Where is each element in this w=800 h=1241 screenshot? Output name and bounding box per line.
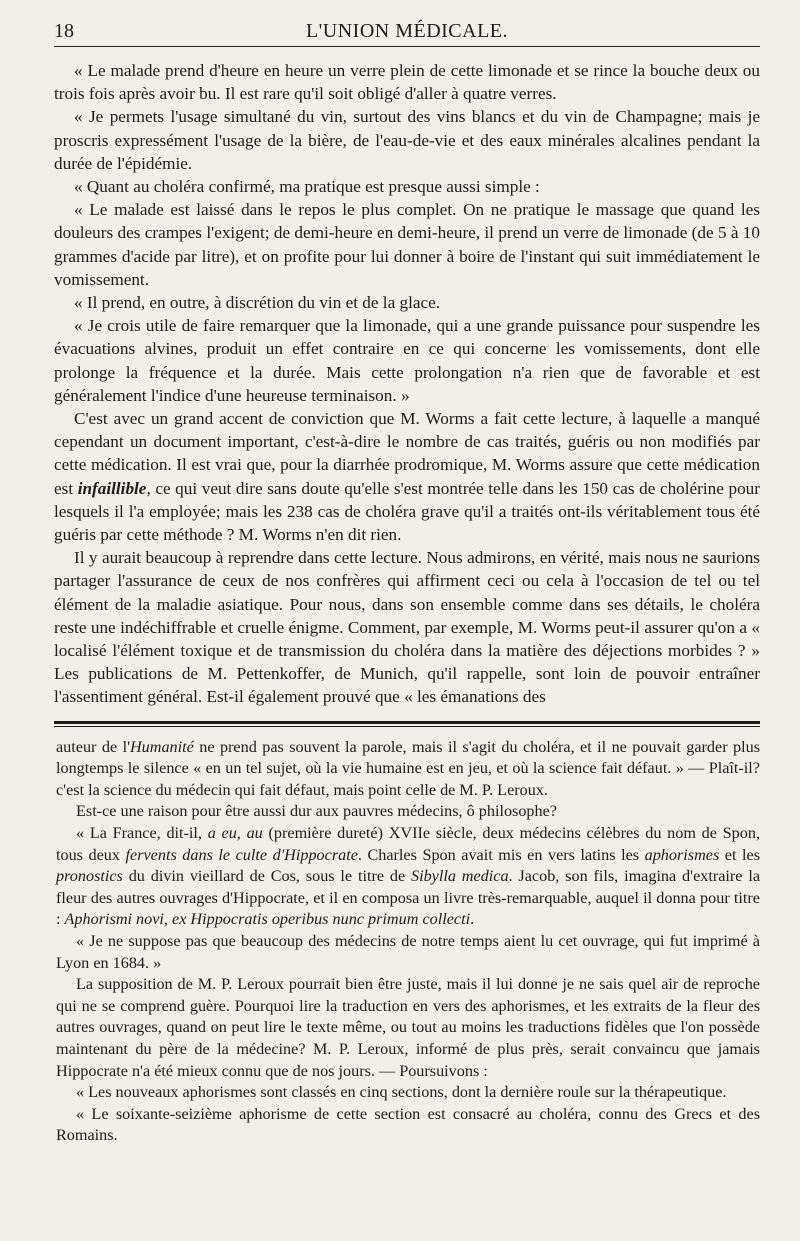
paragraph: « Quant au choléra confirmé, ma pratique est presque aussi simple : [74, 177, 540, 197]
emphasis: Sibylla medica [411, 867, 509, 886]
feuilleton-separator [54, 721, 760, 727]
paragraph: « Le malade prend d'heure en heure un verre plein de cette limonade et se rince la bouche deux ou trois fois après avoir bu. Il est rare qu'il soit obligé d'aller à quatre verres. [54, 61, 760, 104]
emphasis: fervents dans le culte d'Hippocrate [125, 845, 358, 864]
page-number: 18 [54, 20, 74, 42]
paragraph: « Je ne suppose pas que beaucoup des médecins de notre temps aient lu cet ouvrage, qui fut imprimé à Lyon en 1684. » [56, 932, 760, 972]
emphasis: Aphorismi novi, ex Hippocratis operibus nunc primum collecti [64, 910, 471, 929]
feuilleton [54, 737, 760, 1147]
text-run: « La France, dit-il, [76, 824, 202, 843]
paragraph: « Le soixante-seizième aphorisme de cette section est consacré au choléra, connu des Grecs et des Romains. [56, 1104, 760, 1145]
paragraph: Il y aurait beaucoup à reprendre dans cette lecture. Nous admirons, en vérité, mais nous ne saurions partager l'assurance de ceux de nos confrères qui affirment ceci ou cela à l'occasion de tel ou tel élément de la maladie asiatique. Pour nous, dans son ensemble comme dans ses détails, le choléra reste une indéchiffrable et cruelle énigme. Comment, par exemple, M. Worms peut-il assurer qu'on a « localisé l'élément toxique et de transmission du choléra dans la matière des déjections morbides ? » Les publications de M. Pettenkoffer, de Munich, qu'il rappelle, sont loin de pouvoir entraîner l'assentiment général. Est-il également prouvé que « les émanations des [54, 548, 760, 707]
emphasis: a eu, au [207, 824, 263, 843]
text-run: et les [719, 845, 760, 864]
text-run: auteur de l' [56, 737, 130, 756]
main-article [54, 59, 760, 709]
paragraph [54, 407, 760, 546]
text-run: , ce qui veut dire sans doute qu'elle s'est montrée telle dans les 150 cas de cholérine pour lesquels il l'a employée; mais les 238 cas de choléra grave qu'il a traités ont-ils véritablement tous été guéris par cette méthode ? M. Worms n'en dit rien. [54, 478, 760, 545]
text-run: . [470, 910, 475, 929]
text-run: C'est avec un grand accent de conviction que M. Worms a fait cette lecture, à laquelle a manqué cependant un document important, c'est-à-dire le nombre de cas traités, guéris ou non modifiés par cette médication. Il est vrai que, pour la diarrhée prodromique, M. Worms assure que cette médication est [54, 409, 760, 498]
paragraph: « Je crois utile de faire remarquer que la limonade, qui a une grande puissance pour suspendre les évacuations alvines, produit un effet contraire en ce qui concerne les vomissements, dont elle prolonge la fréquence et la durée. Mais cette prolongation n'a rien que de favorable et est généralement l'indice d'une heureuse terminaison. » [54, 316, 760, 405]
text-run: ne prend pas souvent la parole, mais il s'agit du choléra, et il ne pouvait garder plus longtemps le silence « en un tel sujet, où la vie humaine est en jeu, et où la science fait défaut. » — Plaît-il? c'est la science du médecin qui fait défaut, mais point celle de M. P. Leroux. [56, 737, 760, 799]
emphasis: infaillible [77, 478, 147, 498]
text-run: (première dureté) XVIIe siècle, deux médecins célèbres du nom de Spon, tous deux [56, 824, 760, 864]
text-run: . Jacob, son fils, imagina d'extraire la fleur des autres ouvrages d'Hippocrate, et il en composa un livre très-remarquable, auquel il donna pour titre : [56, 867, 761, 929]
paragraph [56, 737, 760, 802]
emphasis: aphorismes [644, 845, 720, 864]
running-title: L'UNION MÉDICALE. [305, 20, 509, 42]
emphasis: pronostics [56, 867, 123, 886]
paragraph: La supposition de M. P. Leroux pourrait bien être juste, mais il lui donne je ne sais quel air de reproche qui ne se comprend guère. Pourquoi lire la traduction en vers des aphorismes, et les extraits de la fleur des autres ouvrages, quand on peut lire le texte même, ou tout au moins les traductions fidèles que l'on possède maintenant du père de la médecine? M. P. Leroux, informé de plus près, serait convaincu que jamais Hippocrate n'a été mieux connu que de nos jours. — Poursuivons : [56, 975, 760, 1080]
page-header [54, 16, 760, 47]
text-run: du divin vieillard de Cos, sous le titre de [122, 867, 406, 886]
paragraph: « Il prend, en outre, à discrétion du vin et de la glace. [74, 293, 441, 313]
paragraph: Est-ce une raison pour être aussi dur aux pauvres médecins, ô philosophe? [76, 802, 557, 821]
paragraph: « Le malade est laissé dans le repos le plus complet. On ne pratique le massage que quand les douleurs des crampes l'exigent; de demi-heure en demi-heure, il prend un verre de limonade (de 5 à 10 grammes d'acide par litre), et on profite pour lui donner à boire de l'instant qui suit immédiatement le vomissement. [54, 200, 760, 289]
paragraph: « Je permets l'usage simultané du vin, surtout des vins blancs et du vin de Champagne; mais je proscris expressément l'usage de la bière, de l'eau-de-vie et des eaux minérales alcalines pendant la durée de l'épidémie. [54, 107, 760, 173]
text-run: . Charles Spon avait mis en vers latins les [357, 845, 640, 864]
paragraph [56, 823, 760, 931]
emphasis: Humanité [129, 737, 194, 756]
paragraph: « Les nouveaux aphorismes sont classés en cinq sections, dont la dernière roule sur la thérapeutique. [76, 1083, 727, 1102]
